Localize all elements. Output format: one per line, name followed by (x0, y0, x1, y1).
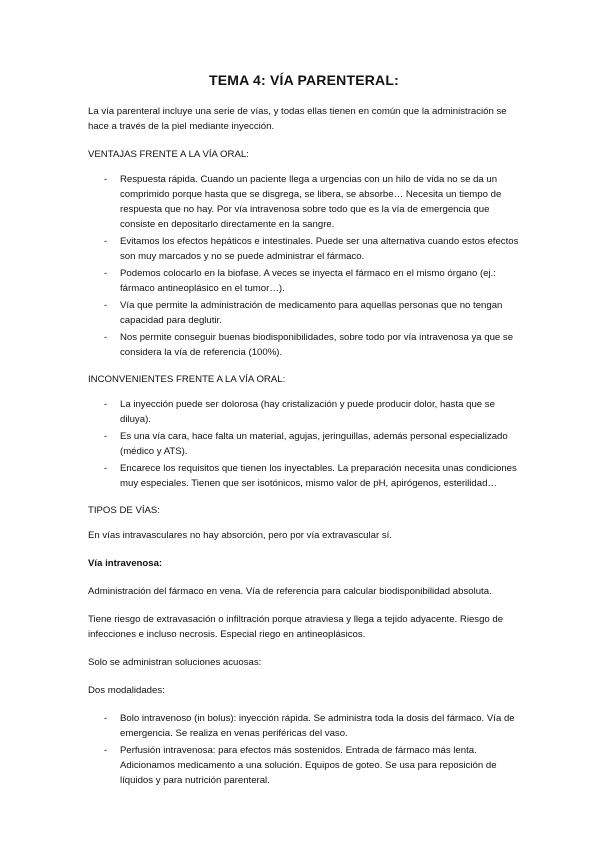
inconvenientes-heading: INCONVENIENTES FRENTE A LA VÍA ORAL: (88, 374, 286, 385)
intro-paragraph: La vía parenteral incluye una serie de vías, y todas ellas tienen en común que la administración se hace a través de la piel mediante inyección. (88, 106, 507, 132)
dash-bullet: - (104, 236, 108, 247)
dash-bullet: - (104, 713, 108, 724)
dash-bullet: - (104, 174, 108, 185)
ventajas-heading: VENTAJAS FRENTE A LA VÍA ORAL: (88, 149, 249, 160)
inconvenientes-list (88, 397, 520, 491)
list-item: - Evitamos los efectos hepáticos e intestinales. Puede ser una alternativa cuando estos efectos son muy marcados y no se puede administrar el fármaco. (104, 236, 519, 262)
list-item: - Respuesta rápida. Cuando un paciente llega a urgencias con un hilo de vida no se da un comprimido porque hasta que se disgrega, se libera, se absorbe… Necesita un tiempo de respuesta que no hay. Por vía intravenosa sobre todo que es la vía de emergencia que consiste en depositarlo directamente en la sangre. (104, 174, 502, 230)
list-item: - Nos permite conseguir buenas biodisponibilidades, sobre todo por vía intravenosa ya que se considera la vía de referencia (100%). (104, 332, 514, 358)
list-item: - Vía que permite la administración de medicamento para aquellas personas que no tengan capacidad para deglutir. (104, 300, 503, 326)
dash-bullet: - (104, 399, 108, 410)
intravenosa-paragraph-3: Solo se administran soluciones acuosas: (88, 657, 262, 668)
list-item: - Podemos colocarlo en la biofase. A veces se inyecta el fármaco en el mismo órgano (ej.: fármaco antineoplásico en el tumor…). (104, 268, 496, 294)
dash-bullet: - (104, 300, 108, 311)
tipos-heading: TIPOS DE VÍAS: (88, 505, 160, 516)
list-item: - Encarece los requisitos que tienen los inyectables. La preparación necesita unas condiciones muy especiales. Tienen que ser isotónicos, mismo valor de pH, apirógenos, esterilidad… (104, 463, 517, 489)
tipos-paragraph: En vías intravasculares no hay absorción, pero por vía extravascular sí. (88, 530, 392, 541)
intravenosa-paragraph-1: Administración del fármaco en vena. Vía de referencia para calcular biodisponibilidad absoluta. (88, 586, 492, 597)
intravenosa-paragraph-2: Tiene riesgo de extravasación o infiltración porque atraviesa y llega a tejido adyacente. Riesgo de infecciones e incluso necrosis. Especial riego en antineoplásicos. (88, 614, 504, 640)
list-item: - Perfusión intravenosa: para efectos más sostenidos. Entrada de fármaco más lenta. Adicionamos medicamento a una solución. Equipos de goteo. Se usa para reposición de líquidos y para nutrición parenteral. (104, 745, 497, 786)
dash-bullet: - (104, 745, 108, 756)
page-title: TEMA 4: VÍA PARENTERAL: (209, 72, 399, 88)
list-item: - La inyección puede ser dolorosa (hay cristalización y puede producir dolor, hasta que se diluya). (104, 399, 495, 425)
intravenosa-heading: Vía intravenosa: (88, 558, 163, 569)
dash-bullet: - (104, 268, 108, 279)
ventajas-list (88, 172, 520, 360)
list-item: - Es una vía cara, hace falta un material, agujas, jeringuillas, además personal especializado (médico y ATS). (104, 431, 508, 457)
intravenosa-paragraph-4: Dos modalidades: (88, 685, 165, 696)
list-item: - Bolo intravenoso (in bolus): inyección rápida. Se administra toda la dosis del fármaco. Vía de emergencia. Se realiza en venas periféricas del vaso. (104, 713, 515, 739)
dash-bullet: - (104, 431, 108, 442)
dash-bullet: - (104, 332, 108, 343)
dash-bullet: - (104, 463, 108, 474)
modalidades-list (88, 711, 520, 788)
